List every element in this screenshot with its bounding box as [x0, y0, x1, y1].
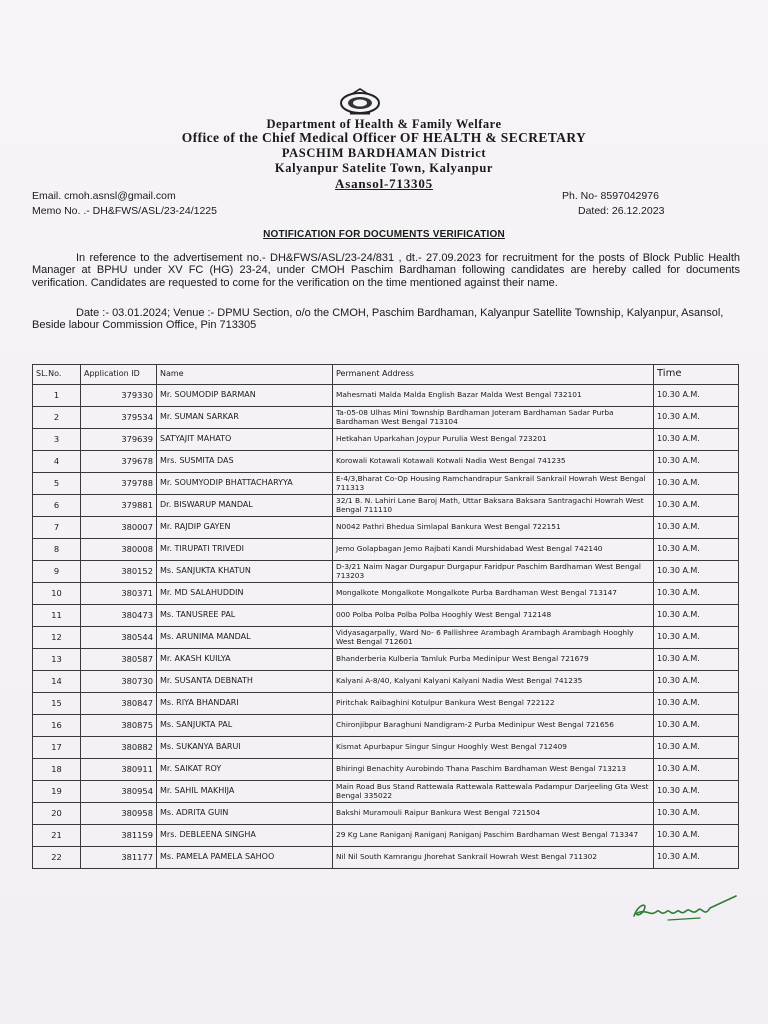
row-address: Kalyani A-8/40, Kalyani Kalyani Kalyani Nadia West Bengal 741235	[333, 671, 654, 693]
row-name: Ms. TANUSREE PAL	[157, 605, 333, 627]
department-title: Department of Health & Family Welfare	[266, 117, 502, 131]
table-row	[33, 539, 739, 561]
table-row	[33, 781, 739, 803]
row-time: 10.30 A.M.	[654, 847, 739, 869]
row-application-id: 381177	[81, 847, 157, 869]
memo-date: Dated: 26.12.2023	[578, 205, 665, 217]
row-sl: 18	[33, 759, 81, 781]
table-row	[33, 451, 739, 473]
row-address: Ta-05-08 Ulhas Mini Township Bardhaman Joteram Bardhaman Sadar Purba Bardhaman West Bengal 713104	[333, 407, 654, 429]
table-row	[33, 473, 739, 495]
venue-text: Date :- 03.01.2024; Venue :- DPMU Section, o/o the CMOH, Paschim Bardhaman, Kalyanpur Satellite Township, Kalyanpur, Asansol, Beside labour Commission Office, Pin 713305	[32, 307, 724, 332]
row-sl: 22	[33, 847, 81, 869]
officer-signature	[628, 890, 738, 926]
row-name: Mr. SAHIL MAKHIJA	[157, 781, 333, 803]
row-time: 10.30 A.M.	[654, 561, 739, 583]
row-name: Mr. SUMAN SARKAR	[157, 407, 333, 429]
row-time: 10.30 A.M.	[654, 671, 739, 693]
row-application-id: 380847	[81, 693, 157, 715]
row-sl: 16	[33, 715, 81, 737]
table-row	[33, 847, 739, 869]
row-sl: 12	[33, 627, 81, 649]
venue-line	[32, 307, 740, 332]
table-row	[33, 737, 739, 759]
row-name: Mr. AKASH KUILYA	[157, 649, 333, 671]
row-sl: 14	[33, 671, 81, 693]
table-row	[33, 693, 739, 715]
row-time: 10.30 A.M.	[654, 825, 739, 847]
row-address: Nil Nil South Kamrangu Jhorehat Sankrail Howrah West Bengal 711302	[333, 847, 654, 869]
header-sl: SL.No.	[33, 365, 81, 385]
row-time: 10.30 A.M.	[654, 693, 739, 715]
row-sl: 21	[33, 825, 81, 847]
row-application-id: 380954	[81, 781, 157, 803]
row-sl: 20	[33, 803, 81, 825]
row-address: 29 Kg Lane Raniganj Raniganj Raniganj Paschim Bardhaman West Bengal 713347	[333, 825, 654, 847]
row-sl: 11	[33, 605, 81, 627]
table-row	[33, 583, 739, 605]
row-application-id: 379330	[81, 385, 157, 407]
district-title: PASCHIM BARDHAMAN District	[281, 146, 487, 160]
city-pin: Asansol-713305	[335, 176, 433, 191]
table-header-row	[33, 365, 739, 385]
row-time: 10.30 A.M.	[654, 385, 739, 407]
row-time: 10.30 A.M.	[654, 539, 739, 561]
row-name: Mr. TIRUPATI TRIVEDI	[157, 539, 333, 561]
row-address: Chironjibpur Baraghuni Nandigram-2 Purba Medinipur West Bengal 721656	[333, 715, 654, 737]
row-application-id: 380008	[81, 539, 157, 561]
row-address: N0042 Pathri Bhedua Simlapal Bankura West Bengal 722151	[333, 517, 654, 539]
row-application-id: 380882	[81, 737, 157, 759]
row-address: D-3/21 Naim Nagar Durgapur Durgapur Faridpur Paschim Bardhaman West Bengal 713203	[333, 561, 654, 583]
row-address: Hetkahan Uparkahan Joypur Purulia West Bengal 723201	[333, 429, 654, 451]
notification-body	[32, 252, 740, 289]
row-name: Mrs. DEBLEENA SINGHA	[157, 825, 333, 847]
row-name: Mr. SAIKAT ROY	[157, 759, 333, 781]
phone-text: Ph. No- 8597042976	[562, 190, 659, 202]
row-name: Mr. MD SALAHUDDIN	[157, 583, 333, 605]
row-address: Jemo Golapbagan Jemo Rajbati Kandi Murshidabad West Bengal 742140	[333, 539, 654, 561]
memo-number: Memo No. .- DH&FWS/ASL/23-24/1225	[32, 205, 217, 217]
row-address: Bakshi Muramouli Raipur Bankura West Bengal 721504	[333, 803, 654, 825]
table-row	[33, 495, 739, 517]
row-name: Mr. SUSANTA DEBNATH	[157, 671, 333, 693]
notification-body-text: In reference to the advertisement no.- DH&FWS/ASL/23-24/831 , dt.- 27.09.2023 for recruitment for the posts of Block Public Health Manager at BPHU under XV FC (HG) 23-24, under CMOH Paschim Bardhaman following candidates are hereby called for documents verification. Candidates are requested to come for the verification on the time mentioned against their name.	[32, 252, 740, 289]
row-application-id: 380958	[81, 803, 157, 825]
table-row	[33, 517, 739, 539]
row-application-id: 381159	[81, 825, 157, 847]
row-address: Bhiringi Benachity Aurobindo Thana Paschim Bardhaman West Bengal 713213	[333, 759, 654, 781]
row-name: Ms. RIYA BHANDARI	[157, 693, 333, 715]
row-time: 10.30 A.M.	[654, 429, 739, 451]
row-time: 10.30 A.M.	[654, 407, 739, 429]
row-time: 10.30 A.M.	[654, 715, 739, 737]
row-application-id: 380587	[81, 649, 157, 671]
row-address: Kismat Apurbapur Singur Singur Hooghly West Bengal 712409	[333, 737, 654, 759]
row-sl: 2	[33, 407, 81, 429]
table-row	[33, 561, 739, 583]
row-sl: 19	[33, 781, 81, 803]
row-time: 10.30 A.M.	[654, 473, 739, 495]
row-sl: 5	[33, 473, 81, 495]
row-name: Mrs. SUSMITA DAS	[157, 451, 333, 473]
row-sl: 1	[33, 385, 81, 407]
candidates-table	[32, 364, 739, 869]
row-time: 10.30 A.M.	[654, 649, 739, 671]
row-time: 10.30 A.M.	[654, 495, 739, 517]
row-application-id: 379678	[81, 451, 157, 473]
row-address: Bhanderberia Kulberia Tamluk Purba Medinipur West Bengal 721679	[333, 649, 654, 671]
row-address: Mahesmati Malda Malda English Bazar Malda West Bengal 732101	[333, 385, 654, 407]
row-address: Piritchak Raibaghini Kotulpur Bankura West Bengal 722122	[333, 693, 654, 715]
table-row	[33, 429, 739, 451]
header-application-id: Application ID	[81, 365, 157, 385]
row-address: Main Road Bus Stand Rattewala Rattewala Rattewala Padampur Darjeeling Gta West Bengal 335022	[333, 781, 654, 803]
notification-title: NOTIFICATION FOR DOCUMENTS VERIFICATION	[263, 229, 505, 240]
row-application-id: 380730	[81, 671, 157, 693]
state-emblem-icon	[338, 88, 382, 116]
row-sl: 7	[33, 517, 81, 539]
row-sl: 13	[33, 649, 81, 671]
row-time: 10.30 A.M.	[654, 605, 739, 627]
row-address: 32/1 B. N. Lahiri Lane Baroj Math, Uttar Baksara Baksara Santragachi Howrah West Bengal 711110	[333, 495, 654, 517]
address-line: Kalyanpur Satelite Town, Kalyanpur	[274, 161, 494, 175]
row-time: 10.30 A.M.	[654, 517, 739, 539]
row-sl: 9	[33, 561, 81, 583]
row-sl: 17	[33, 737, 81, 759]
row-time: 10.30 A.M.	[654, 451, 739, 473]
row-sl: 3	[33, 429, 81, 451]
row-name: Ms. SANJUKTA KHATUN	[157, 561, 333, 583]
row-time: 10.30 A.M.	[654, 781, 739, 803]
row-sl: 8	[33, 539, 81, 561]
table-row	[33, 407, 739, 429]
table-row	[33, 825, 739, 847]
row-time: 10.30 A.M.	[654, 583, 739, 605]
table-row	[33, 715, 739, 737]
row-address: Vidyasagarpally, Ward No- 6 Pallishree Arambagh Arambagh Arambagh Hooghly West Bengal 712601	[333, 627, 654, 649]
row-name: Mr. SOUMODIP BARMAN	[157, 385, 333, 407]
table-row	[33, 803, 739, 825]
row-sl: 4	[33, 451, 81, 473]
header-address: Permanent Address	[333, 365, 654, 385]
row-name: Mr. SOUMYODIP BHATTACHARYYA	[157, 473, 333, 495]
row-address: Mongalkote Mongalkote Mongalkote Purba Bardhaman West Bengal 713147	[333, 583, 654, 605]
row-application-id: 380152	[81, 561, 157, 583]
email-text: Email. cmoh.asnsl@gmail.com	[32, 190, 176, 202]
row-sl: 6	[33, 495, 81, 517]
row-application-id: 380007	[81, 517, 157, 539]
row-name: SATYAJIT MAHATO	[157, 429, 333, 451]
row-name: Ms. ADRITA GUIN	[157, 803, 333, 825]
row-name: Ms. SUKANYA BARUI	[157, 737, 333, 759]
row-time: 10.30 A.M.	[654, 737, 739, 759]
office-title: Office of the Chief Medical Officer OF HEALTH & SECRETARY	[181, 130, 587, 145]
row-application-id: 380911	[81, 759, 157, 781]
row-application-id: 380875	[81, 715, 157, 737]
row-address: Korowali Kotawali Kotawali Kotwali Nadia West Bengal 741235	[333, 451, 654, 473]
table-row	[33, 649, 739, 671]
header-name: Name	[157, 365, 333, 385]
row-application-id: 380473	[81, 605, 157, 627]
header-time: Time	[654, 365, 739, 385]
table-row	[33, 671, 739, 693]
row-application-id: 379534	[81, 407, 157, 429]
table-row	[33, 627, 739, 649]
row-name: Mr. RAJDIP GAYEN	[157, 517, 333, 539]
table-row	[33, 605, 739, 627]
row-name: Ms. PAMELA PAMELA SAHOO	[157, 847, 333, 869]
row-time: 10.30 A.M.	[654, 803, 739, 825]
row-time: 10.30 A.M.	[654, 627, 739, 649]
table-row	[33, 385, 739, 407]
row-name: Ms. SANJUKTA PAL	[157, 715, 333, 737]
row-application-id: 379788	[81, 473, 157, 495]
row-sl: 15	[33, 693, 81, 715]
row-application-id: 379639	[81, 429, 157, 451]
row-address: E-4/3,Bharat Co-Op Housing Ramchandrapur Sankrail Sankrail Howrah West Bengal 711313	[333, 473, 654, 495]
row-application-id: 380371	[81, 583, 157, 605]
row-time: 10.30 A.M.	[654, 759, 739, 781]
row-address: 000 Polba Polba Polba Polba Hooghly West Bengal 712148	[333, 605, 654, 627]
row-application-id: 379881	[81, 495, 157, 517]
row-sl: 10	[33, 583, 81, 605]
table-row	[33, 759, 739, 781]
row-name: Dr. BISWARUP MANDAL	[157, 495, 333, 517]
row-application-id: 380544	[81, 627, 157, 649]
row-name: Ms. ARUNIMA MANDAL	[157, 627, 333, 649]
